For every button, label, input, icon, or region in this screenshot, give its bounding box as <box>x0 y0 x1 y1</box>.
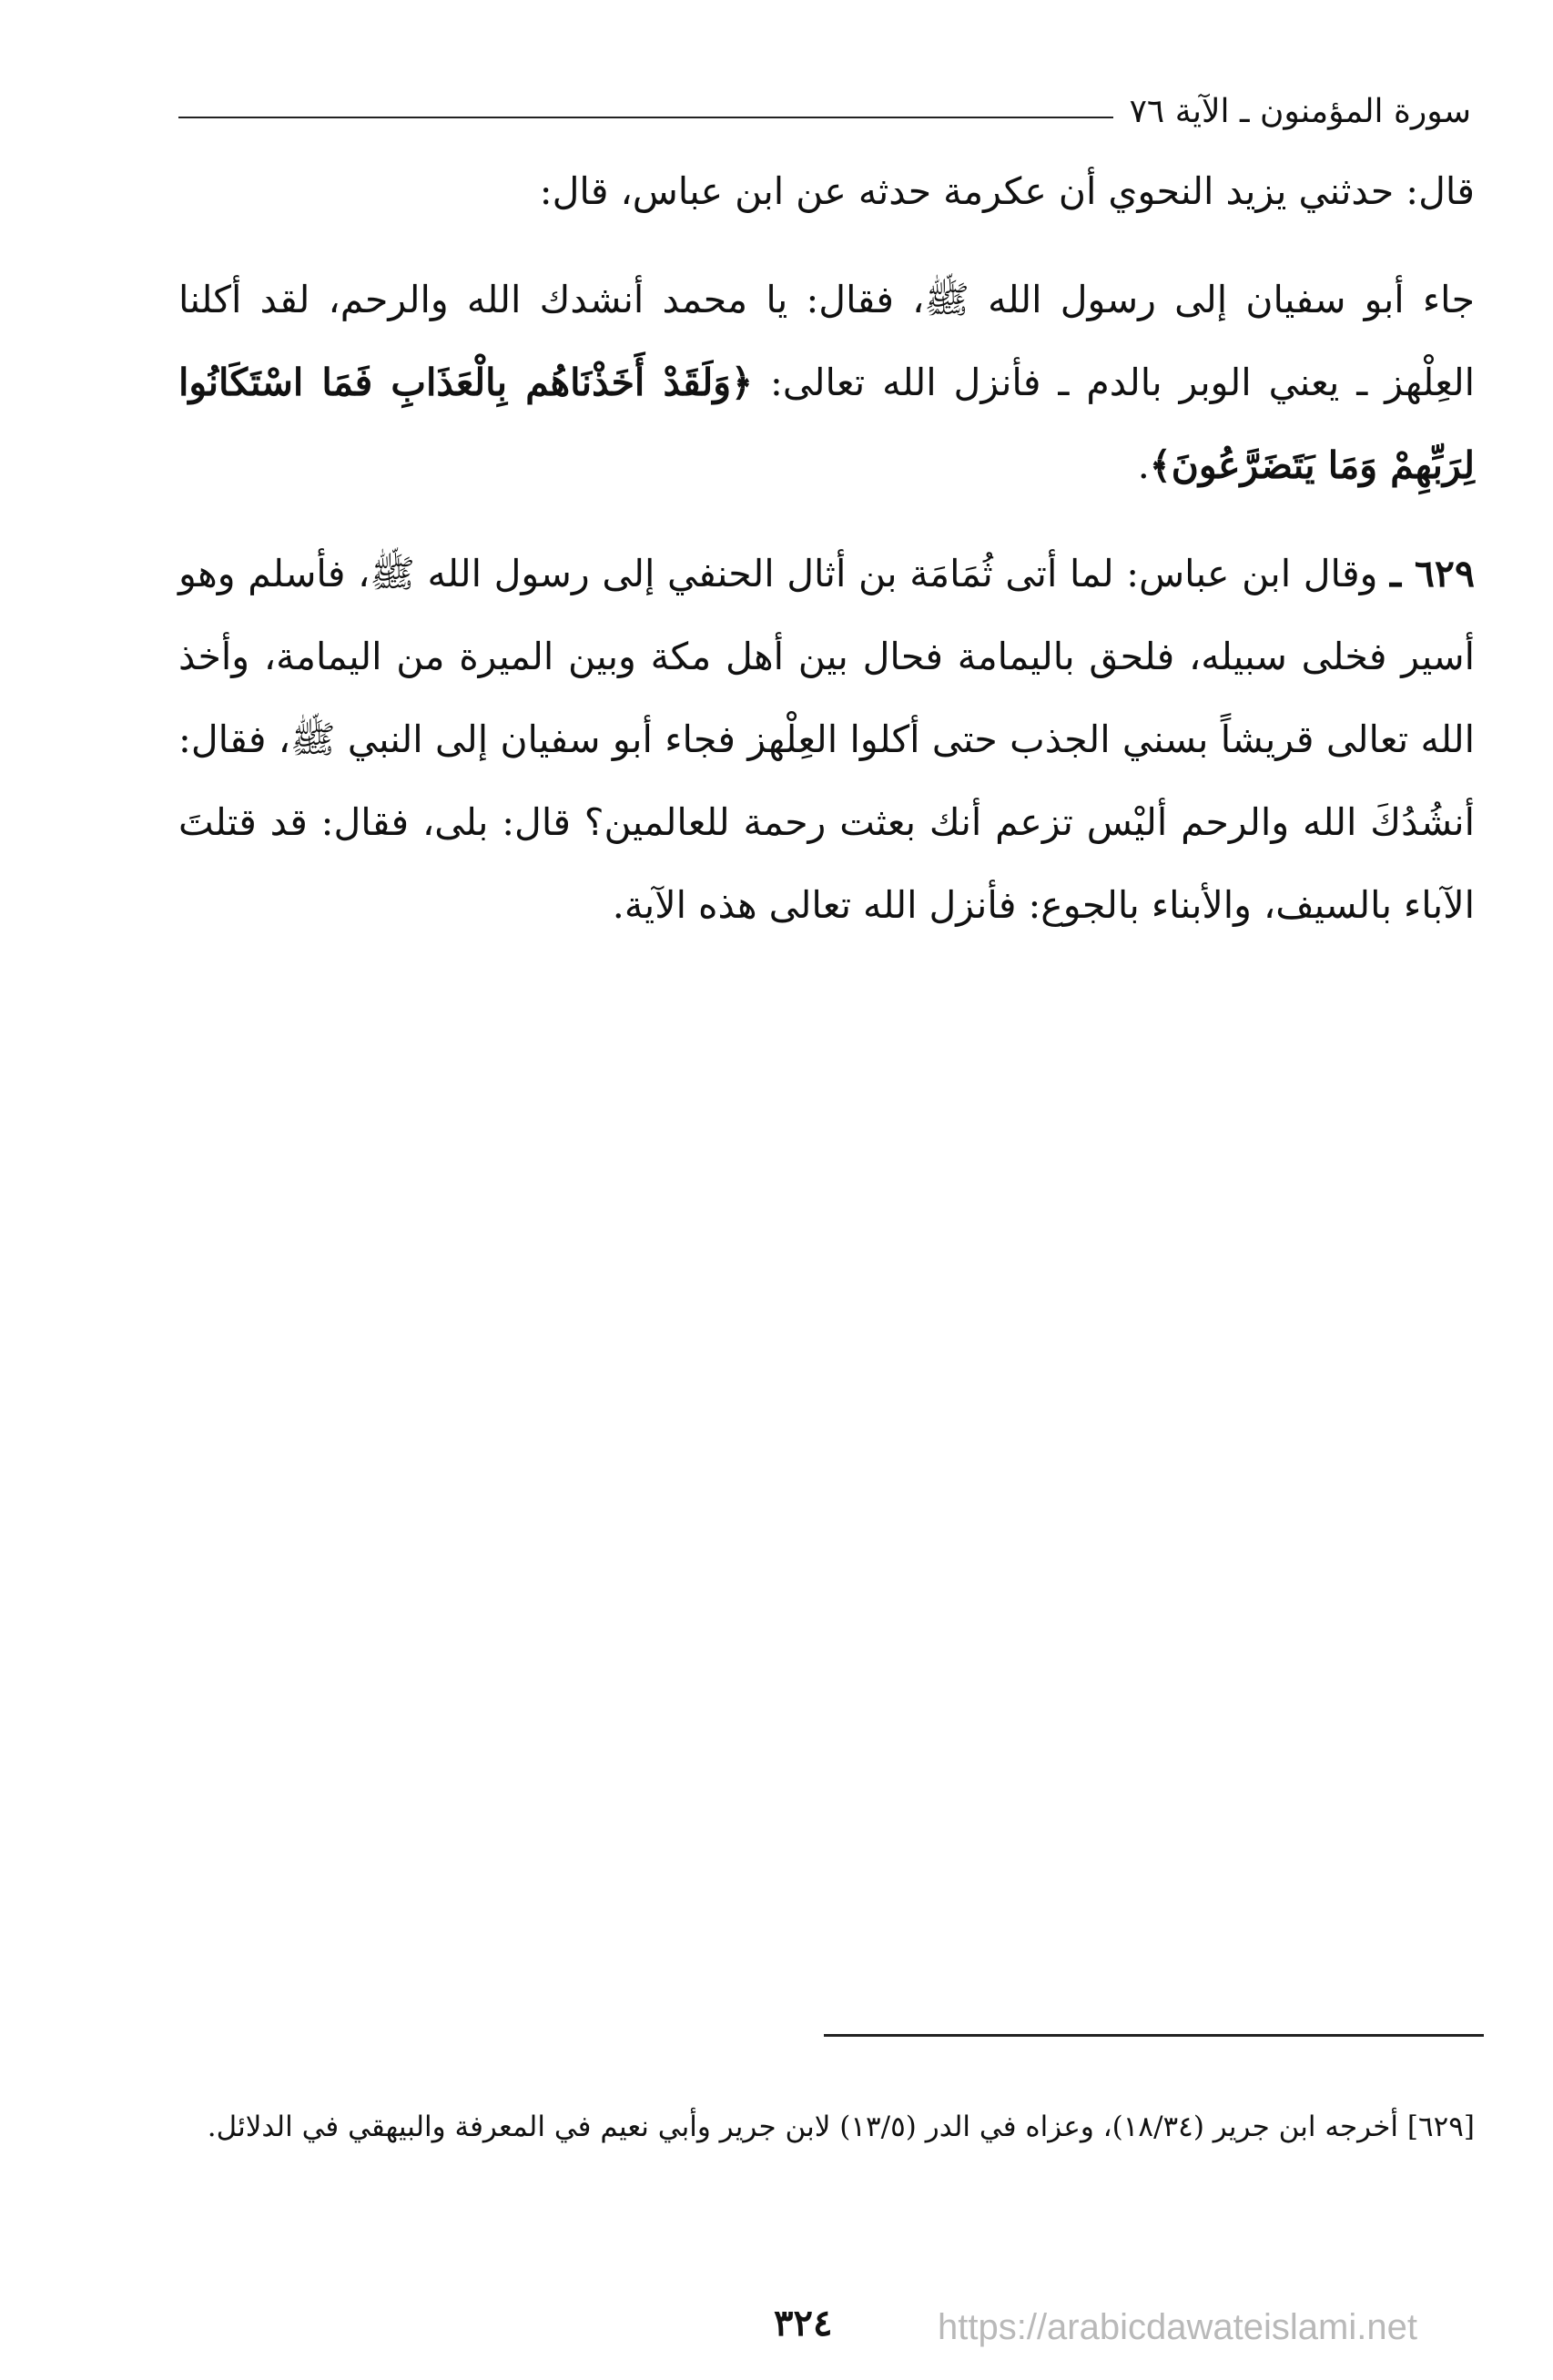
header-rule <box>178 117 1113 118</box>
hadith-number: ٦٢٩ ـ <box>1390 552 1475 595</box>
paragraph-3-text: وقال ابن عباس: لما أتى ثُمَامَة بن أثال الحنفي إلى رسول الله ﷺ، فأسلم وهو أسير فخلى سبيله، فلحق باليمامة فحال بين أهل مكة وبين الميرة من اليمامة، وأخذ الله تعالى قريشاً بسني الجذب حتى أكلوا العِلْهز فجاء أبو سفيان إلى النبي ﷺ، فقال: أنشُدُكَ الله والرحم أليْس تزعم أنك بعثت رحمة للعالمين؟ قال: بلى، فقال: قد قتلتَ الآباء بالسيف، والأبناء بالجوع: فأنزل الله تعالى هذه الآية. <box>178 552 1475 927</box>
paragraph-2 <box>178 259 1475 507</box>
paragraph-1-text: قال: حدثني يزيد النحوي أن عكرمة حدثه عن ابن عباس، قال: <box>539 169 1475 213</box>
footnote <box>178 2096 1475 2158</box>
quran-verse: ﴿وَلَقَدْ أَخَذْنَاهُم بِالْعَذَابِ فَمَا اسْتَكَانُوا لِرَبِّهِمْ وَمَا يَتَضَرَّعُونَ﴾ <box>178 361 1475 487</box>
paragraph-2-text: جاء أبو سفيان إلى رسول الله ﷺ، فقال: يا محمد أنشدك الله والرحم، لقد أكلنا العِلْهز ـ يعني الوبر بالدم ـ فأنزل الله تعالى: <box>178 278 1475 404</box>
header-title: سورة المؤمنون ـ الآية ٧٦ <box>1129 92 1471 130</box>
footnote-text: [٦٢٩] أخرجه ابن جرير (١٨/٣٤)، وعزاه في الدر (١٣/٥) لابن جرير وأبي نعيم في المعرفة والبيهقي في الدلائل. <box>207 2110 1475 2143</box>
paragraph-2-end: . <box>1137 443 1150 487</box>
page-footer <box>0 2302 1553 2356</box>
paragraph-1 <box>178 150 1475 233</box>
running-header <box>178 84 1471 138</box>
paragraph-3 <box>178 533 1475 947</box>
main-text <box>178 150 1475 947</box>
page-number: ٣٢٤ <box>774 2302 833 2344</box>
watermark-url: https://arabicdawateislami.net <box>938 2307 1417 2347</box>
footnote-rule <box>824 2034 1484 2037</box>
